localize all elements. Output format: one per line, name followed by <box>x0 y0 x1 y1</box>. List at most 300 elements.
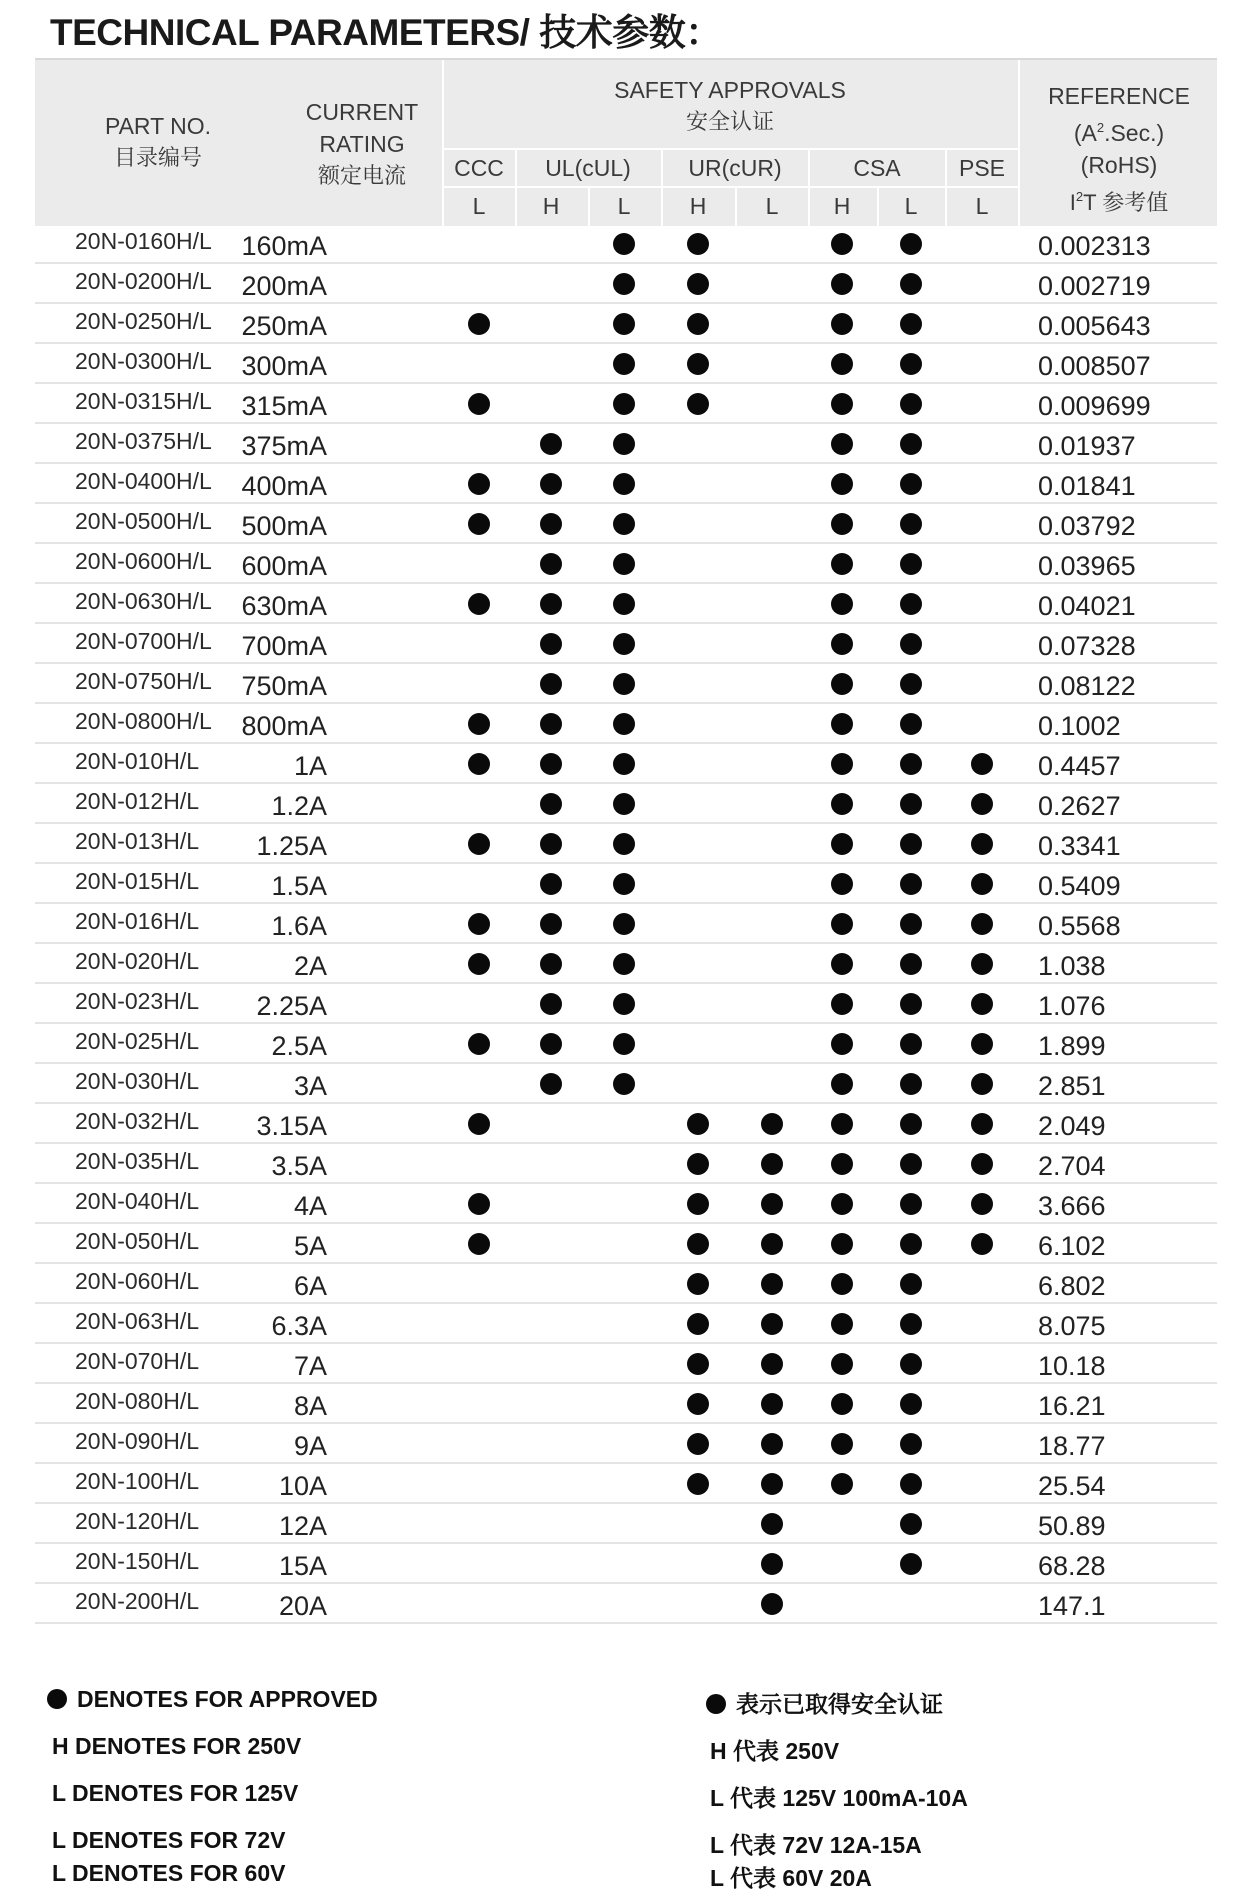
approval-dot-icon <box>613 713 635 735</box>
table-row <box>35 1504 1217 1544</box>
current-rating: 5A <box>293 1231 327 1261</box>
approval-dot-icon <box>761 1113 783 1135</box>
approval-dot-icon <box>971 833 993 855</box>
approval-dot-icon <box>971 1233 993 1255</box>
approval-dot-icon <box>900 1553 922 1575</box>
current-rating-label: CURRENT <box>305 99 419 125</box>
current-rating: 8A <box>293 1391 327 1421</box>
approval-dot-icon <box>971 1073 993 1095</box>
part-number: 20N-016H/L <box>75 908 200 934</box>
part-number: 20N-063H/L <box>75 1308 200 1334</box>
approval-dot-icon <box>761 1273 783 1295</box>
table-row <box>35 504 1217 544</box>
approval-dot-icon <box>831 833 853 855</box>
approval-dot-icon <box>613 393 635 415</box>
part-number: 20N-200H/L <box>75 1588 200 1614</box>
current-rating: 750mA <box>241 671 327 701</box>
part-number: 20N-013H/L <box>75 828 200 854</box>
part-number: 20N-0160H/L <box>75 228 212 254</box>
i2t-reference-value: 0.009699 <box>1038 391 1151 421</box>
approval-dot-icon <box>540 433 562 455</box>
approval-dot-icon <box>971 1193 993 1215</box>
filled-dot-icon <box>706 1694 726 1714</box>
table-row <box>35 304 1217 344</box>
approval-dot-icon <box>900 233 922 255</box>
part-number: 20N-015H/L <box>75 868 200 894</box>
i2t-reference-value: 0.002719 <box>1038 271 1151 301</box>
approval-dot-icon <box>831 953 853 975</box>
current-rating: 375mA <box>241 431 327 461</box>
safety-approvals-label-cn: 安全认证 <box>685 109 775 134</box>
part-number: 20N-040H/L <box>75 1188 200 1214</box>
approval-dot-icon <box>900 873 922 895</box>
i2t-reference-value: 0.5409 <box>1038 871 1121 901</box>
header-divider <box>1018 60 1020 226</box>
approval-dot-icon <box>613 833 635 855</box>
approval-dot-icon <box>971 913 993 935</box>
approval-dot-icon <box>900 633 922 655</box>
subcol-csa-h: H <box>833 193 851 219</box>
approval-dot-icon <box>468 593 490 615</box>
approval-dot-icon <box>540 633 562 655</box>
current-rating: 20A <box>278 1591 327 1621</box>
approval-dot-icon <box>468 1033 490 1055</box>
table-row <box>35 1184 1217 1224</box>
approval-dot-icon <box>831 1473 853 1495</box>
approval-dot-icon <box>831 1073 853 1095</box>
approval-dot-icon <box>900 953 922 975</box>
table-row <box>35 344 1217 384</box>
approval-dot-icon <box>900 433 922 455</box>
approval-dot-icon <box>900 1433 922 1455</box>
i2t-reference-value: 50.89 <box>1038 1511 1106 1541</box>
header-divider <box>588 186 590 226</box>
current-rating: 600mA <box>241 551 327 581</box>
approval-dot-icon <box>831 393 853 415</box>
current-rating: 12A <box>278 1511 327 1541</box>
part-number: 20N-0375H/L <box>75 428 212 454</box>
part-number: 20N-0400H/L <box>75 468 212 494</box>
current-rating: 6.3A <box>271 1311 327 1341</box>
approval-dot-icon <box>468 313 490 335</box>
legend-l-60: L DENOTES FOR 60V <box>52 1860 286 1886</box>
part-number: 20N-0630H/L <box>75 588 212 614</box>
current-rating: 1.6A <box>271 911 327 941</box>
table-row <box>35 1144 1217 1184</box>
part-number: 20N-012H/L <box>75 788 200 814</box>
approval-dot-icon <box>900 1153 922 1175</box>
current-rating: 200mA <box>241 271 327 301</box>
safety-approvals-header <box>614 74 846 138</box>
approval-dot-icon <box>831 793 853 815</box>
header-divider <box>442 60 444 226</box>
approval-dot-icon <box>761 1433 783 1455</box>
legend-l-125: L DENOTES FOR 125V <box>52 1780 299 1806</box>
approval-dot-icon <box>613 273 635 295</box>
approval-dot-icon <box>687 1353 709 1375</box>
legend-l-72-cn: L 代表 72V 12A-15A <box>710 1832 922 1858</box>
approval-dot-icon <box>613 913 635 935</box>
page-title: TECHNICAL PARAMETERS/ 技术参数： <box>50 12 722 53</box>
approval-dot-icon <box>971 873 993 895</box>
part-number: 20N-150H/L <box>75 1548 200 1574</box>
approval-dot-icon <box>613 553 635 575</box>
current-rating: 800mA <box>241 711 327 741</box>
table-row <box>35 944 1217 984</box>
part-number: 20N-010H/L <box>75 748 200 774</box>
part-number: 20N-0600H/L <box>75 548 212 574</box>
i2t-reference-value: 0.005643 <box>1038 311 1151 341</box>
part-number: 20N-090H/L <box>75 1428 200 1454</box>
current-rating: 3.15A <box>256 1111 327 1141</box>
approval-dot-icon <box>468 393 490 415</box>
table-row <box>35 1464 1217 1504</box>
current-rating: 400mA <box>241 471 327 501</box>
approval-dot-icon <box>900 1233 922 1255</box>
part-number: 20N-0300H/L <box>75 348 212 374</box>
approval-dot-icon <box>613 233 635 255</box>
approval-dot-icon <box>687 1113 709 1135</box>
table-row <box>35 264 1217 304</box>
approval-dot-icon <box>687 393 709 415</box>
approval-dot-icon <box>831 233 853 255</box>
approval-dot-icon <box>831 1113 853 1135</box>
approval-dot-icon <box>831 433 853 455</box>
approval-dot-icon <box>900 273 922 295</box>
approval-dot-icon <box>540 753 562 775</box>
table-body <box>35 224 1217 1624</box>
subcol-ul-h: H <box>542 193 560 219</box>
approval-dot-icon <box>831 353 853 375</box>
table-row <box>35 1544 1217 1584</box>
part-no-label: PART NO. <box>104 113 212 139</box>
legend-l-72: L DENOTES FOR 72V <box>52 1827 286 1853</box>
i2t-reference-value: 0.07328 <box>1038 631 1136 661</box>
part-number: 20N-0250H/L <box>75 308 212 334</box>
current-rating: 160mA <box>241 231 327 261</box>
approval-dot-icon <box>540 953 562 975</box>
approval-dot-icon <box>540 513 562 535</box>
part-number: 20N-035H/L <box>75 1148 200 1174</box>
approval-dot-icon <box>468 1113 490 1135</box>
i2t-reference-value: 0.008507 <box>1038 351 1151 381</box>
approval-dot-icon <box>831 913 853 935</box>
current-rating-header <box>306 96 418 192</box>
approval-dot-icon <box>900 1193 922 1215</box>
part-number: 20N-0315H/L <box>75 388 212 414</box>
approval-dot-icon <box>687 1473 709 1495</box>
approval-dot-icon <box>613 993 635 1015</box>
i2t-reference-value: 1.038 <box>1038 951 1106 981</box>
approval-dot-icon <box>971 793 993 815</box>
current-rating: 3.5A <box>271 1151 327 1181</box>
part-number: 20N-0500H/L <box>75 508 212 534</box>
i2t-reference-value: 6.802 <box>1038 1271 1106 1301</box>
i2t-reference-value: 25.54 <box>1038 1471 1106 1501</box>
table-row <box>35 424 1217 464</box>
reference-i2t: $I^2T$ 参考值 <box>1069 189 1169 215</box>
filled-dot-icon <box>47 1689 67 1709</box>
header-divider <box>515 148 517 226</box>
i2t-reference-value: 16.21 <box>1038 1391 1106 1421</box>
approval-dot-icon <box>900 553 922 575</box>
approval-dot-icon <box>831 1193 853 1215</box>
table-row <box>35 544 1217 584</box>
approval-dot-icon <box>613 1033 635 1055</box>
approval-dot-icon <box>540 993 562 1015</box>
approval-dot-icon <box>613 433 635 455</box>
i2t-reference-value: 1.899 <box>1038 1031 1106 1061</box>
approval-dot-icon <box>831 553 853 575</box>
approval-dot-icon <box>971 953 993 975</box>
i2t-reference-value: 0.2627 <box>1038 791 1121 821</box>
approval-dot-icon <box>831 873 853 895</box>
current-rating: 700mA <box>241 631 327 661</box>
legend-l-60-cn: L 代表 60V 20A <box>710 1865 872 1891</box>
i2t-reference-value: 2.704 <box>1038 1151 1106 1181</box>
approval-dot-icon <box>468 473 490 495</box>
header-divider <box>661 148 663 226</box>
approval-dot-icon <box>900 393 922 415</box>
approval-dot-icon <box>900 1393 922 1415</box>
approval-dot-icon <box>971 1153 993 1175</box>
part-number: 20N-020H/L <box>75 948 200 974</box>
i2t-reference-value: 10.18 <box>1038 1351 1106 1381</box>
reference-unit: $(A^2.Sec.)$ <box>1073 120 1165 146</box>
approval-dot-icon <box>971 993 993 1015</box>
approval-dot-icon <box>831 473 853 495</box>
current-rating: 250mA <box>241 311 327 341</box>
i2t-reference-value: 0.002313 <box>1038 231 1151 261</box>
approval-dot-icon <box>831 313 853 335</box>
table-row <box>35 664 1217 704</box>
table-row <box>35 784 1217 824</box>
approval-dot-icon <box>900 1113 922 1135</box>
approval-dot-icon <box>831 993 853 1015</box>
approval-dot-icon <box>971 1033 993 1055</box>
i2t-reference-value: 0.03792 <box>1038 511 1136 541</box>
i2t-reference-value: 0.01841 <box>1038 471 1136 501</box>
table-row <box>35 1344 1217 1384</box>
approval-dot-icon <box>900 1073 922 1095</box>
approval-dot-icon <box>613 753 635 775</box>
table-row <box>35 1304 1217 1344</box>
i2t-reference-value: 0.01937 <box>1038 431 1136 461</box>
approval-dot-icon <box>540 1073 562 1095</box>
group-ccc: CCC <box>454 155 504 181</box>
approval-dot-icon <box>831 1273 853 1295</box>
part-number: 20N-0200H/L <box>75 268 212 294</box>
table-header <box>35 58 1217 226</box>
approval-dot-icon <box>540 593 562 615</box>
approval-dot-icon <box>831 1233 853 1255</box>
current-rating-label-cn: 额定电流 <box>317 163 407 188</box>
i2t-reference-value: 0.4457 <box>1038 751 1121 781</box>
approval-dot-icon <box>468 1193 490 1215</box>
table-row <box>35 704 1217 744</box>
approval-dot-icon <box>900 1473 922 1495</box>
part-number: 20N-023H/L <box>75 988 200 1014</box>
approval-dot-icon <box>900 593 922 615</box>
approval-dot-icon <box>761 1153 783 1175</box>
approval-dot-icon <box>613 633 635 655</box>
part-number: 20N-0800H/L <box>75 708 212 734</box>
part-number: 20N-120H/L <box>75 1508 200 1534</box>
current-rating: 3A <box>293 1071 327 1101</box>
approval-dot-icon <box>761 1233 783 1255</box>
table-row <box>35 1584 1217 1624</box>
current-rating-label: RATING <box>319 131 405 157</box>
current-rating: 1.2A <box>271 791 327 821</box>
table-row <box>35 1024 1217 1064</box>
current-rating: 6A <box>293 1271 327 1301</box>
current-rating: 300mA <box>241 351 327 381</box>
part-number: 20N-0750H/L <box>75 668 212 694</box>
approval-dot-icon <box>468 953 490 975</box>
approval-dot-icon <box>687 1233 709 1255</box>
approval-dot-icon <box>900 913 922 935</box>
legend-h: H DENOTES FOR 250V <box>52 1733 302 1759</box>
legend-approved-cn: 表示已取得安全认证 <box>706 1686 943 1719</box>
i2t-reference-value: 1.076 <box>1038 991 1106 1021</box>
approval-dot-icon <box>900 793 922 815</box>
table-row <box>35 1104 1217 1144</box>
current-rating: 2A <box>293 951 327 981</box>
approval-dot-icon <box>687 1193 709 1215</box>
table-row <box>35 904 1217 944</box>
approval-dot-icon <box>761 1313 783 1335</box>
approval-dot-icon <box>468 513 490 535</box>
current-rating: 315mA <box>241 391 327 421</box>
current-rating: 2.5A <box>271 1031 327 1061</box>
approval-dot-icon <box>468 753 490 775</box>
current-rating: 500mA <box>241 511 327 541</box>
table-row <box>35 1424 1217 1464</box>
legend-l-125-cn: L 代表 125V 100mA-10A <box>710 1785 968 1811</box>
subcol-ur-l: L <box>765 193 779 219</box>
i2t-reference-value: 68.28 <box>1038 1551 1106 1581</box>
approval-dot-icon <box>761 1473 783 1495</box>
approval-dot-icon <box>900 833 922 855</box>
approval-dot-icon <box>540 553 562 575</box>
approval-dot-icon <box>687 273 709 295</box>
approval-dot-icon <box>613 953 635 975</box>
approval-dot-icon <box>687 1153 709 1175</box>
part-number: 20N-060H/L <box>75 1268 200 1294</box>
approval-dot-icon <box>613 1073 635 1095</box>
group-ul: UL(cUL) <box>545 155 631 181</box>
table-row <box>35 584 1217 624</box>
table-row <box>35 1264 1217 1304</box>
part-number: 20N-032H/L <box>75 1108 200 1134</box>
approval-dot-icon <box>900 1033 922 1055</box>
approval-dot-icon <box>613 473 635 495</box>
approval-dot-icon <box>900 1313 922 1335</box>
current-rating: 1.25A <box>256 831 327 861</box>
approval-dot-icon <box>613 673 635 695</box>
approval-dot-icon <box>687 313 709 335</box>
table-row <box>35 1384 1217 1424</box>
approval-dot-icon <box>900 473 922 495</box>
approval-dot-icon <box>761 1553 783 1575</box>
approval-dot-icon <box>831 633 853 655</box>
table-row <box>35 984 1217 1024</box>
approval-dot-icon <box>900 1273 922 1295</box>
approval-dot-icon <box>761 1513 783 1535</box>
approval-dot-icon <box>831 593 853 615</box>
table-row <box>35 1064 1217 1104</box>
approval-dot-icon <box>540 1033 562 1055</box>
approval-dot-icon <box>468 1233 490 1255</box>
approval-dot-icon <box>761 1393 783 1415</box>
approval-dot-icon <box>900 713 922 735</box>
approval-dot-icon <box>900 353 922 375</box>
approval-dot-icon <box>613 793 635 815</box>
i2t-reference-value: 8.075 <box>1038 1311 1106 1341</box>
approval-dot-icon <box>761 1593 783 1615</box>
header-divider <box>945 148 947 226</box>
approval-dot-icon <box>613 353 635 375</box>
group-ur: UR(cUR) <box>688 155 782 181</box>
approval-dot-icon <box>971 753 993 775</box>
approval-dot-icon <box>540 473 562 495</box>
current-rating: 1A <box>293 751 327 781</box>
i2t-reference-value: 3.666 <box>1038 1191 1106 1221</box>
approval-dot-icon <box>540 833 562 855</box>
i2t-reference-value: 0.3341 <box>1038 831 1121 861</box>
part-number: 20N-030H/L <box>75 1068 200 1094</box>
approval-dot-icon <box>540 713 562 735</box>
approval-dot-icon <box>687 233 709 255</box>
current-rating: 7A <box>293 1351 327 1381</box>
approval-dot-icon <box>900 753 922 775</box>
current-rating: 2.25A <box>256 991 327 1021</box>
reference-header <box>1048 80 1190 219</box>
approval-dot-icon <box>540 673 562 695</box>
approval-dot-icon <box>831 713 853 735</box>
approval-dot-icon <box>540 793 562 815</box>
part-number: 20N-025H/L <box>75 1028 200 1054</box>
subcol-ul-l: L <box>617 193 631 219</box>
header-divider <box>877 186 879 226</box>
table-row <box>35 624 1217 664</box>
i2t-reference-value: 0.03965 <box>1038 551 1136 581</box>
approval-dot-icon <box>900 513 922 535</box>
subcol-ccc-l: L <box>472 193 486 219</box>
legend-h-cn: H 代表 250V <box>710 1738 840 1764</box>
approval-dot-icon <box>831 513 853 535</box>
safety-approvals-label: SAFETY APPROVALS <box>614 77 846 103</box>
i2t-reference-value: 0.04021 <box>1038 591 1136 621</box>
i2t-reference-value: 147.1 <box>1038 1591 1106 1621</box>
i2t-reference-value: 2.851 <box>1038 1071 1106 1101</box>
table-row <box>35 224 1217 264</box>
reference-rohs: (RoHS) <box>1080 152 1158 178</box>
approval-dot-icon <box>900 673 922 695</box>
approval-dot-icon <box>831 753 853 775</box>
approval-dot-icon <box>831 1313 853 1335</box>
part-no-header <box>105 110 211 174</box>
subcol-pse-l: L <box>975 193 989 219</box>
group-pse: PSE <box>958 155 1006 181</box>
current-rating: 10A <box>278 1471 327 1501</box>
approval-dot-icon <box>900 1513 922 1535</box>
approval-dot-icon <box>900 993 922 1015</box>
part-number: 20N-0700H/L <box>75 628 212 654</box>
table-row <box>35 864 1217 904</box>
current-rating: 4A <box>293 1191 327 1221</box>
approval-dot-icon <box>687 1313 709 1335</box>
